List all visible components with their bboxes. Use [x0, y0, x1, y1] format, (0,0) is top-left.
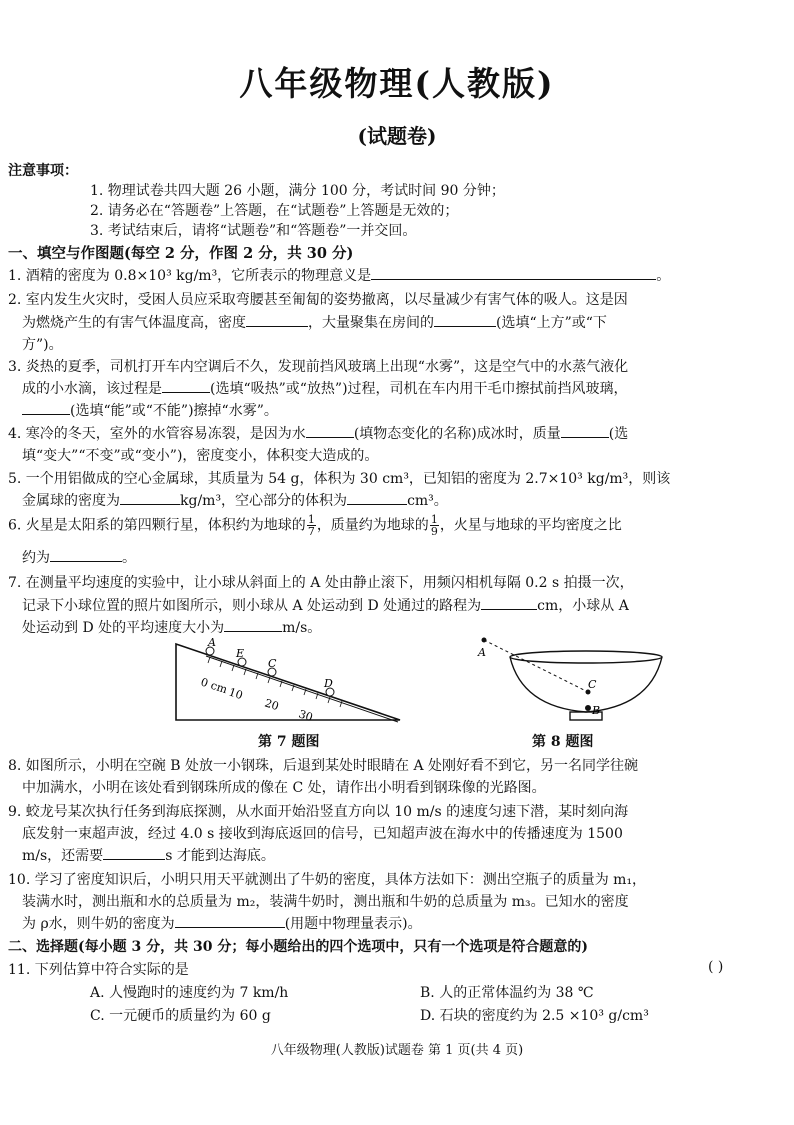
question-6-end: 约为 。 [22, 547, 136, 567]
answer-blank[interactable] [224, 617, 282, 632]
answer-blank[interactable] [371, 265, 656, 280]
question-4: 4. 寒冷的冬天，室外的水管容易冻裂，是因为水 (填物态变化的名称)成冰时，质量 (选 [8, 423, 628, 443]
question-10-cont: 装满水时，测出瓶和水的总质量为 m₂，装满牛奶时，测出瓶和牛奶的总质量为 m₃。已知水的密度 [22, 894, 629, 910]
scale-tick: 30 [297, 707, 315, 725]
answer-blank[interactable] [481, 595, 537, 610]
label-a: A [208, 638, 216, 649]
answer-blank[interactable] [561, 423, 609, 438]
answer-blank[interactable] [50, 547, 122, 562]
scale-tick: 10 [227, 685, 245, 703]
question-6: 6. 火星是太阳系的第四颗行星，体积约为地球的 $\frac{1}{7}$ ，质量约为地球的 $\frac{1}{9}$ ，火星与地球的平均密度之比 [8, 513, 622, 538]
question-1: 1. 酒精的密度为 0.8×10³ kg/m³，它所表示的物理意义是 。 [8, 265, 670, 285]
question-7: 7. 在测量平均速度的实验中，让小球从斜面上的 A 处由静止滚下，用频闪相机每隔 0.2 s 拍摄一次， [8, 575, 634, 591]
section-heading-2: 二、选择题(每小题 3 分，共 30 分；每小题给出的四个选项中，只有一个选项是符合题意的) [8, 939, 588, 955]
answer-blank[interactable] [103, 845, 165, 860]
question-3: 3. 炎热的夏季，司机打开车内空调后不久，发现前挡风玻璃上出现“水雾”，这是空气中的水蒸气液化 [8, 359, 629, 375]
question-9: 9. 蛟龙号某次执行任务到海底探测，从水面开始沿竖直方向以 10 m/s 的速度匀速下潜，某时刻向海 [8, 804, 629, 820]
fraction: $\frac{1}{7}$ [307, 513, 315, 538]
option-b[interactable]: B. 人的正常体温约为 38 ℃ [420, 985, 594, 1001]
question-5-cont: 金属球的密度为 kg/m³，空心部分的体积为 cm³。 [22, 490, 448, 510]
answer-blank[interactable] [306, 423, 354, 438]
figure-7-incline [170, 638, 410, 728]
note-item: 2. 请务必在“答题卷”上答题，在“试题卷”上答题是无效的； [90, 203, 459, 219]
answer-blank[interactable] [434, 312, 496, 327]
question-8-cont: 中加满水，小明在该处看到钢珠所成的像在 C 处，请作出小明看到钢珠像的光路图。 [22, 780, 546, 796]
question-11: 11. 下列估算中符合实际的是 [8, 962, 189, 978]
question-8: 8. 如图所示，小明在空碗 B 处放一小钢珠，后退到某处时眼睛在 A 处刚好看不到它，另一名同学往碗 [8, 758, 639, 774]
question-7-end: 处运动到 D 处的平均速度大小为 m/s。 [22, 617, 321, 637]
question-2-cont: 为燃烧产生的有害气体温度高，密度 ，大量聚集在房间的 (选填“上方”或“下 [22, 312, 607, 332]
answer-paren[interactable]: ( ) [708, 959, 724, 975]
label-a: A [478, 646, 486, 659]
question-3-cont: 成的小水滴，该过程是 (选填“吸热”或“放热”)过程，司机在车内用干毛巾擦拭前挡风玻璃， [22, 378, 628, 398]
option-d[interactable]: D. 石块的密度约为 2.5 ×10³ g/cm³ [420, 1008, 649, 1024]
steel-ball-b [585, 705, 591, 711]
label-c: C [588, 678, 597, 691]
section-heading-1: 一、填空与作图题(每空 2 分，作图 2 分，共 30 分) [8, 245, 354, 262]
question-2-end: 方”)。 [22, 337, 63, 353]
page-footer: 八年级物理(人教版)试题卷 第 1 页(共 4 页) [270, 1043, 524, 1058]
scale-unit: 0 cm [199, 675, 229, 697]
option-c[interactable]: C. 一元硬币的质量约为 60 g [90, 1008, 271, 1024]
fraction: $\frac{1}{9}$ [430, 513, 438, 538]
answer-blank[interactable] [120, 490, 180, 505]
answer-blank[interactable] [347, 490, 407, 505]
label-b: B [592, 704, 601, 717]
question-4-end: 填“变大”“不变”或“变小”)，密度变小，体积变大造成的。 [22, 448, 379, 464]
question-9-cont: 底发射一束超声波，经过 4.0 s 接收到海底返回的信号，已知超声波在海水中的传播速度为 1500 [22, 826, 623, 842]
question-5: 5. 一个用铝做成的空心金属球，其质量为 54 g，体积为 30 cm³，已知铝的密度为 2.7×10³ kg/m³，则该 [8, 471, 671, 487]
label-c: C [268, 657, 277, 670]
option-a[interactable]: A. 人慢跑时的速度约为 7 km/h [90, 985, 289, 1001]
page-title: 八年级物理(人教版) [239, 64, 555, 103]
figure-8-caption: 第 8 题图 [532, 734, 594, 750]
question-10-end: 为 ρ水，则牛奶的密度为 (用题中物理量表示)。 [22, 913, 422, 933]
question-3-end: (选填“能”或“不能”)擦掉“水雾”。 [22, 400, 278, 420]
note-item: 3. 考试结束后，请将“试题卷”和“答题卷”一并交回。 [90, 223, 417, 239]
answer-blank[interactable] [162, 378, 210, 393]
question-2: 2. 室内发生火灾时，受困人员应采取弯腰甚至匍匐的姿势撤离，以尽量减少有害气体的吸人。这是因 [8, 292, 628, 308]
notes-heading: 注意事项： [8, 163, 78, 179]
page-subtitle: (试题卷) [357, 124, 437, 148]
label-e: E [236, 647, 245, 660]
question-10: 10. 学习了密度知识后，小明只用天平就测出了牛奶的密度，具体方法如下：测出空瓶子的质量为 m₁， [8, 872, 647, 888]
answer-blank[interactable] [246, 312, 308, 327]
question-9-end: m/s，还需要 s 才能到达海底。 [22, 845, 275, 865]
figure-7-caption: 第 7 题图 [258, 734, 320, 750]
answer-blank[interactable] [22, 400, 70, 415]
scale-tick: 20 [263, 696, 281, 714]
note-item: 1. 物理试卷共四大题 26 小题，满分 100 分，考试时间 90 分钟； [90, 183, 505, 199]
label-d: D [324, 677, 333, 690]
question-7-cont: 记录下小球位置的照片如图所示，则小球从 A 处运动到 D 处通过的路程为 cm，小球从 A [22, 595, 629, 615]
figure-8-bowl [474, 632, 674, 728]
answer-blank[interactable] [175, 913, 285, 928]
